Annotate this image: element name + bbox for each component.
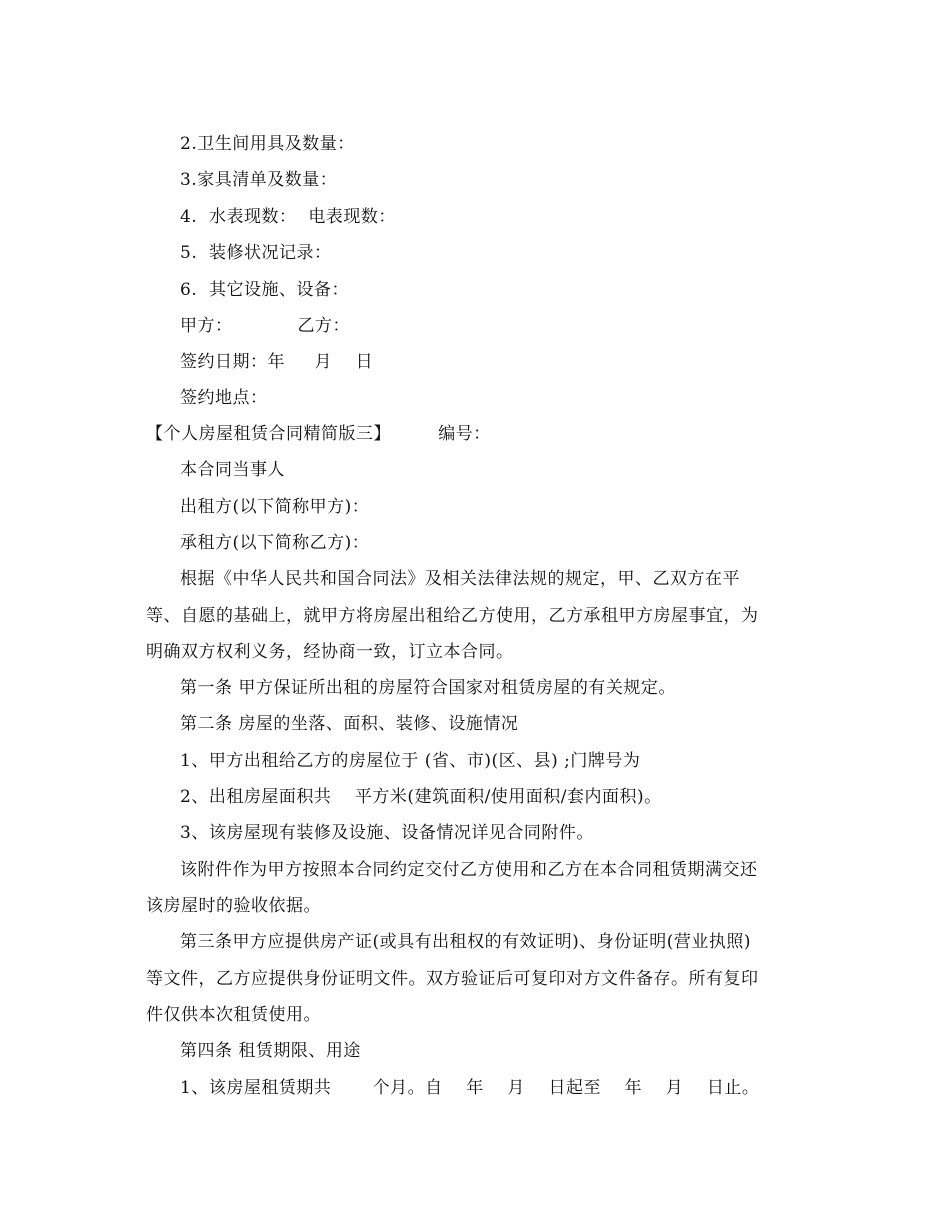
article-four-title: 第四条 租赁期限、用途 xyxy=(180,1041,361,1061)
item-renovation-record: 5. 装修状况记录： xyxy=(180,243,332,263)
item-bathroom-fixtures: 2.卫生间用具及数量： xyxy=(180,134,355,154)
item-furniture-list: 3.家具清单及数量： xyxy=(180,170,338,190)
item-other-facilities: 6. 其它设施、设备： xyxy=(180,280,350,300)
article-two-title: 第二条 房屋的坐落、面积、装修、设施情况 xyxy=(180,714,519,734)
article-two-clause-3: 3、该房屋现有装修及设施、设备情况详见合同附件。 xyxy=(180,823,594,843)
article-three-line-3: 件仅供本次租赁使用。 xyxy=(146,1005,321,1025)
article-one: 第一条 甲方保证所出租的房屋符合国家对租赁房屋的有关规定。 xyxy=(180,678,676,698)
section-heading: 【个人房屋租赁合同精简版三】 编号： xyxy=(146,424,491,444)
article-four-clause-1: 1、该房屋租赁期共 个月。自 年 月 日起至 年 月 日止。 xyxy=(180,1078,760,1098)
signing-place: 签约地点： xyxy=(180,388,268,408)
lessee-line: 承租方(以下简称乙方)： xyxy=(180,533,370,553)
lessor-line: 出租方(以下简称甲方)： xyxy=(180,497,370,517)
signing-date: 签约日期：年 月 日 xyxy=(180,352,374,372)
attachment-paragraph-line-2: 该房屋时的验收依据。 xyxy=(146,896,321,916)
signature-parties: 甲方： 乙方： xyxy=(180,316,350,336)
preamble-paragraph-line-1: 根据《中华人民共和国合同法》及相关法律法规的规定，甲、乙双方在平 xyxy=(180,569,740,589)
preamble-paragraph-line-3: 明确双方权利义务，经协商一致，订立本合同。 xyxy=(146,642,514,662)
article-three-line-1: 第三条甲方应提供房产证(或具有出租权的有效证明)、身份证明(营业执照) xyxy=(180,932,752,952)
article-two-clause-1: 1、甲方出租给乙方的房屋位于 (省、市)(区、县) ;门牌号为 xyxy=(180,751,641,771)
item-meter-readings: 4. 水表现数： 电表现数： xyxy=(180,207,396,227)
article-three-line-2: 等文件，乙方应提供身份证明文件。双方验证后可复印对方文件备存。所有复印 xyxy=(146,969,759,989)
preamble-paragraph-line-2: 等、自愿的基础上，就甲方将房屋出租给乙方使用，乙方承租甲方房屋事宜，为 xyxy=(146,606,759,626)
article-two-clause-2: 2、出租房屋面积共 平方米(建筑面积/使用面积/套内面积)。 xyxy=(180,787,662,807)
attachment-paragraph-line-1: 该附件作为甲方按照本合同约定交付乙方使用和乙方在本合同租赁期满交还 xyxy=(180,860,758,880)
parties-intro: 本合同当事人 xyxy=(180,460,285,480)
